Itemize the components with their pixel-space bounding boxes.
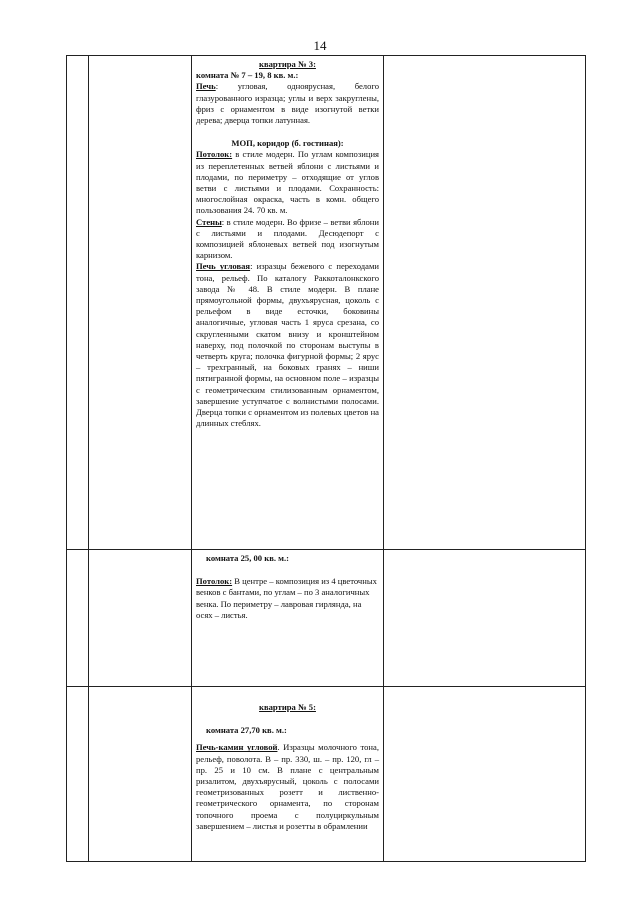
row-number-cell — [67, 550, 89, 687]
description-cell — [192, 687, 384, 862]
row-number-cell — [67, 687, 89, 862]
table-row — [67, 56, 586, 550]
row-number-cell — [67, 56, 89, 550]
ceiling-text: В центре – композиция из 4 цветочных венков с бантами, по углам – по 3 аналогичных венка. По периметру – лавровая гирлянда, на осях – листья. — [196, 576, 377, 620]
address-cell — [89, 550, 192, 687]
walls-paragraph — [196, 217, 379, 262]
ceiling-text: в стиле модерн. По углам композиция из переплетенных ветвей яблони с листьями и плодами, по периметру – отходящие от углов ветви с листьями и плодами. Сохранность: многослойная окраска, часть в комн. общего пользования 24. 70 кв. м. — [196, 149, 379, 216]
fireplace-label: Печь-камин угловой — [196, 742, 278, 753]
fireplace-text: . Изразцы молочного тона, рельеф, поволота. В – пр. 330, ш. – пр. 120, гл – пр. 25 и 10 см. В плане с центральным ризалитом, двухъярусный, цоколь с полосами геометризованных розетт и лиственно-геометрического орнамента, по сторонам топочного проема с полуциркульным завершением – листья и розетты в обрамлении — [196, 742, 379, 831]
apartment-title: квартира № 5: — [259, 702, 316, 712]
notes-cell — [384, 56, 586, 550]
ceiling-paragraph — [196, 576, 379, 621]
address-cell — [89, 687, 192, 862]
corner-stove-paragraph — [196, 261, 379, 429]
address-cell — [89, 56, 192, 550]
apartment-title: квартира № 3: — [259, 59, 316, 69]
ceiling-label: Потолок: — [196, 576, 233, 587]
ceiling-label: Потолок: — [196, 149, 233, 160]
walls-label: Стены — [196, 216, 222, 227]
corridor-heading: МОП, коридор (б. гостиная): — [231, 138, 344, 149]
table-row — [67, 687, 586, 862]
corner-stove-label: Печь угловая — [196, 261, 251, 272]
stove-text: : угловая, одноярусная, белого глазурованного изразца; углы и верх закруглены, фриз с орнаментом в виде изогнутой ветки дерева; дверца топки латунная. — [196, 81, 379, 126]
room-heading: комната 25, 00 кв. м.: — [206, 553, 290, 563]
stove-label: Печь — [196, 81, 216, 92]
table-row — [67, 550, 586, 687]
stove-paragraph — [196, 81, 379, 126]
room-heading: комната 27,70 кв. м.: — [206, 725, 287, 736]
description-cell — [192, 550, 384, 687]
description-cell — [192, 56, 384, 550]
notes-cell — [384, 687, 586, 862]
notes-cell — [384, 550, 586, 687]
corner-stove-text: : изразцы бежевого с переходами тона, рельеф. По каталогу Раккоталонкского завода № 48. В стиле модерн. В плане прямоугольной формы, двухъярусная, цоколь с рельефом в виде есточки, боковины аналогичные, угловая часть 1 яруса срезана, со скругленными скатом внизу и кронштейном наверху, под полочкой по сторонам выступы в четверть круга; полочка фигурной формы; 2 ярус – трехгранный, на боковых гранях – ниши пятигранной формы, на основном поле – изразцы с геометрическим стилизованным орнаментом, завершение уступчатое с волнистыми полосами. Дверца топки с орнаментом из полевых цветов на длинных стеблях. — [196, 261, 380, 429]
protected-elements-table — [66, 55, 586, 862]
ceiling-paragraph — [196, 149, 379, 216]
page-number: 14 — [313, 38, 327, 53]
room-heading: комната № 7 – 19, 8 кв. м.: — [196, 70, 299, 81]
walls-text: : в стиле модерн. Во фризе – ветви яблони с листьями и плодами. Десюдепорт с композицией яблоневых ветвей под изогнутым карнизом. — [196, 216, 379, 261]
fireplace-paragraph — [196, 742, 379, 832]
